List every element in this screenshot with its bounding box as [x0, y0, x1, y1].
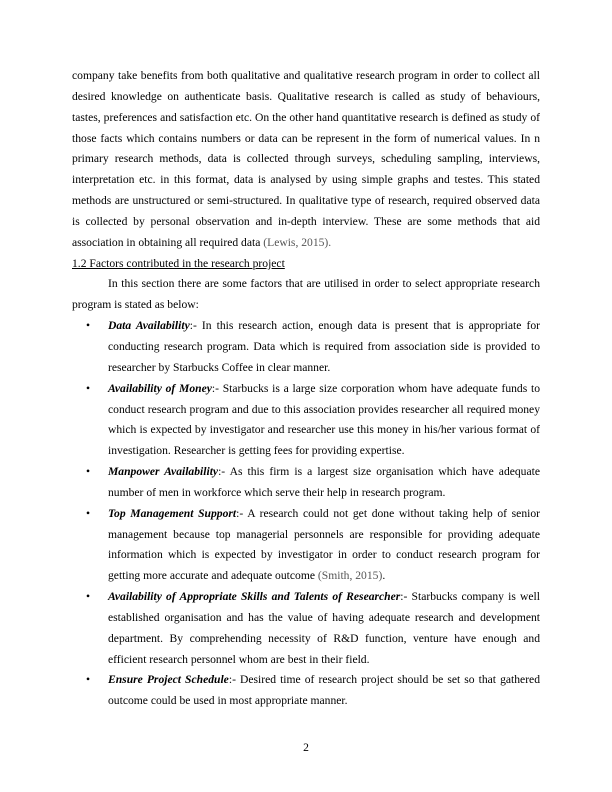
- list-item-skills-and-talents: [72, 587, 540, 670]
- bullet-icon: •: [86, 590, 91, 604]
- factor-text: :- In this research action, enough data is present that is appropriate for conducting research program. Data which is required from association side is provided to researcher by Starbucks Coffee in clear manner.: [108, 319, 540, 374]
- bullet-icon: •: [86, 465, 91, 479]
- intro-paragraph: [72, 66, 540, 254]
- list-item-availability-of-money: [72, 379, 540, 462]
- bullet-icon: •: [86, 319, 91, 333]
- factor-text: :- A research could not get done without taking help of senior management because top managerial personnels are responsible for providing adequate information which is expected by investigator in order to conduct research program for getting more accurate and adequate outcome: [108, 506, 540, 583]
- factor-term: Data Availability: [108, 319, 190, 333]
- factor-text: :- Starbucks company is well established organisation and has the value of having adequate research and development department. By comprehending necessity of R&D function, venture have enough and efficient research personnel whom are best in their field.: [108, 590, 540, 666]
- list-item-ensure-project-schedule: [72, 670, 540, 712]
- factor-term: Manpower Availability: [108, 465, 219, 479]
- bullet-icon: •: [86, 673, 91, 687]
- section-heading: 1.2 Factors contributed in the research project: [72, 256, 285, 270]
- document-body: [72, 66, 540, 712]
- factor-term: Ensure Project Schedule: [108, 673, 229, 687]
- factor-term: Availability of Money: [108, 381, 212, 395]
- list-item-data-availability: [72, 316, 540, 379]
- factor-text: :- Starbucks is a large size corporation whom have adequate funds to conduct research program and due to this association provides researcher all required money which is expected by investigator and researcher use this money in his/her various format of investigation. Researcher is getting fees for providing expertise.: [108, 381, 540, 458]
- factor-term: Top Management Support: [108, 506, 237, 520]
- list-item-top-management-support: [72, 504, 540, 587]
- bullet-icon: •: [86, 381, 91, 395]
- factor-citation: (Smith, 2015): [317, 569, 383, 583]
- factor-term: Availability of Appropriate Skills and Talents of Researcher: [108, 590, 401, 604]
- factor-text-tail: .: [382, 569, 386, 583]
- factor-text: :- As this firm is a largest size organisation which have adequate number of men in workforce which serve their help in research program.: [108, 465, 540, 499]
- intro-text: company take benefits from both qualitative and qualitative research program in order to collect all desired knowledge on authenticate basis. Qualitative research is called as study of behaviours, tastes, preferences and satisfaction etc. On the other hand quantitative research is defined as study of those facts which contains numbers or data can be represent in the form of numerical values. In n primary research methods, data is collected through surveys, scheduling sampling, interviews, interpretation etc. in this format, data is analysed by using simple graphs and testes. This stated methods are unstructured or semi-structured. In qualitative type of research, required observed data is collected by personal observation and in-depth interview. These are some methods that aid association in obtaining all required data: [72, 69, 540, 249]
- page-number: 2: [303, 741, 309, 754]
- factor-text: :- Desired time of research project should be set so that gathered outcome could be used in most appropriate manner.: [108, 673, 540, 708]
- bullet-icon: •: [86, 506, 91, 520]
- list-item-manpower-availability: [72, 462, 540, 504]
- section-lead-paragraph: In this section there are some factors that are utilised in order to select appropriate research program is stated as below:: [72, 277, 540, 312]
- factor-list: [72, 316, 540, 712]
- intro-citation: (Lewis, 2015).: [263, 235, 332, 249]
